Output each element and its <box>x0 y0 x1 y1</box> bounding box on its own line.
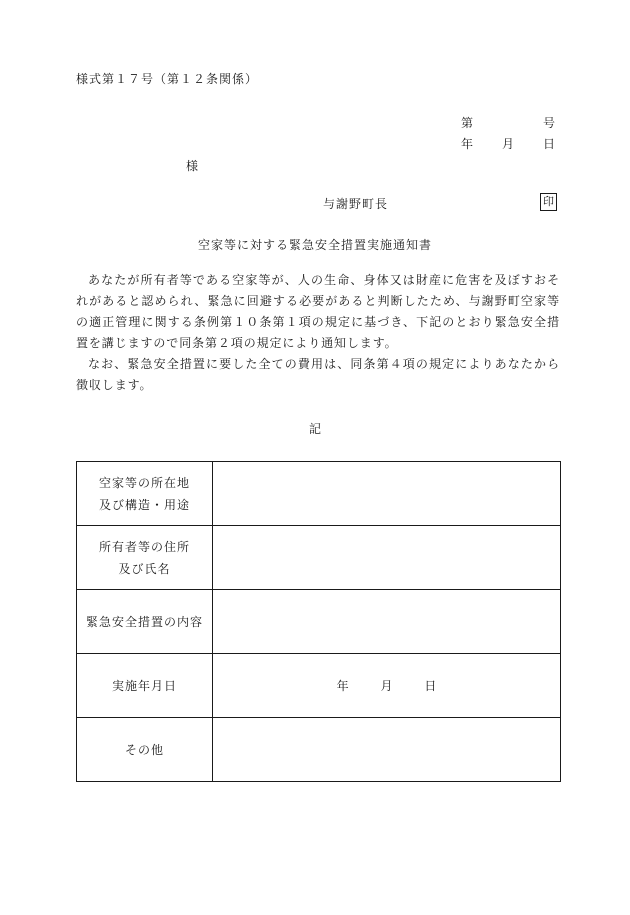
body-text <box>76 270 560 396</box>
sender-name: 与謝野町長 <box>323 197 389 211</box>
table-row <box>77 654 561 718</box>
label-line: 及び氏名 <box>118 561 171 576</box>
issue-date-month: 月 <box>502 137 515 151</box>
implementation-date-field[interactable] <box>213 654 561 718</box>
ki-heading: 記 <box>308 422 321 436</box>
owner-address-name-field[interactable] <box>213 526 561 590</box>
measure-content-field[interactable] <box>213 590 561 654</box>
implementation-date-label: 実施年月日 <box>77 654 213 718</box>
implementation-month: 月 <box>380 679 393 693</box>
other-label: その他 <box>77 718 213 782</box>
document-title: 空家等に対する緊急安全措置実施通知書 <box>197 238 432 252</box>
other-field[interactable] <box>213 718 561 782</box>
table-row <box>77 718 561 782</box>
label-line: 空家等の所在地 <box>98 475 190 490</box>
issue-number-suffix: 号 <box>543 116 556 130</box>
owner-address-name-label <box>77 526 213 590</box>
body-paragraph-1: あなたが所有者等である空家等が、人の生命、身体又は財産に危害を及ぼすおそれがあると認められ、緊急に回避する必要があると判断したため、与謝野町空家等の適正管理に関する条例第１０条第１項の規定に基づき、下記のとおり緊急安全措置を講じますので同条第２項の規定により通知します。 <box>76 273 560 350</box>
implementation-day: 日 <box>424 679 437 693</box>
issue-date-day: 日 <box>543 137 556 151</box>
issue-date-year: 年 <box>461 137 474 151</box>
label-line: 及び構造・用途 <box>98 497 190 512</box>
body-paragraph-2: なお、緊急安全措置に要した全ての費用は、同条第４項の規定によりあなたから徴収します。 <box>76 357 560 392</box>
form-number: 様式第１７号（第１２条関係） <box>76 72 259 86</box>
table-row <box>77 526 561 590</box>
table-row <box>77 462 561 526</box>
details-table <box>76 461 561 782</box>
location-structure-field[interactable] <box>213 462 561 526</box>
implementation-year: 年 <box>336 679 349 693</box>
addressee-honorific: 様 <box>186 159 199 173</box>
seal-stamp: 印 <box>540 193 557 211</box>
label-line: 所有者等の住所 <box>98 539 190 554</box>
location-structure-label <box>77 462 213 526</box>
measure-content-label: 緊急安全措置の内容 <box>77 590 213 654</box>
issue-number-prefix: 第 <box>461 116 474 130</box>
table-row <box>77 590 561 654</box>
